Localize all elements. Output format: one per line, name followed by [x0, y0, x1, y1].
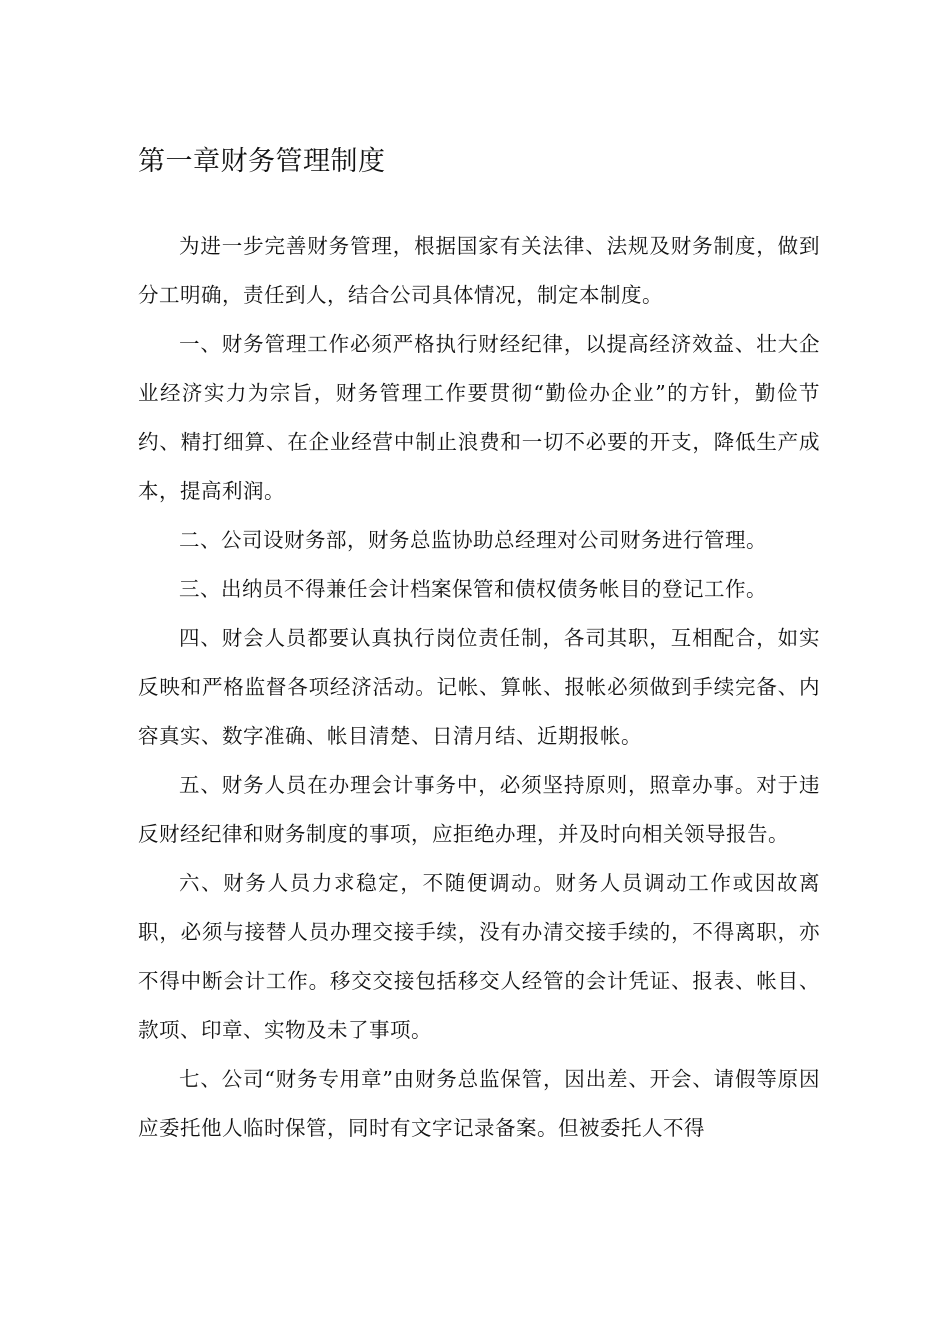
paragraph-article-1: 一、财务管理工作必须严格执行财经纪律，以提高经济效益、壮大企业经济实力为宗旨，财务管理工作要贯彻“勤俭办企业”的方针，勤俭节约、精打细算、在企业经营中制止浪费和一切不必要的开支，降低生产成本，提高利润。 — [138, 332, 820, 503]
paragraph-article-4: 四、财会人员都要认真执行岗位责任制，各司其职，互相配合，如实反映和严格监督各项经济活动。记帐、算帐、报帐必须做到手续完备、内容真实、数字准确、帐目清楚、日清月结、近期报帐。 — [138, 626, 820, 748]
chapter-title: 第一章财务管理制度 — [138, 146, 386, 177]
paragraph-article-2: 二、公司设财务部，财务总监协助总经理对公司财务进行管理。 — [179, 528, 767, 552]
paragraph-article-6: 六、财务人员力求稳定，不随便调动。财务人员调动工作或因故离职，必须与接替人员办理交接手续，没有办清交接手续的，不得离职，亦不得中断会计工作。移交交接包括移交人经管的会计凭证、报表、帐目、款项、印章、实物及未了事项。 — [138, 871, 820, 1042]
paragraph-article-3: 三、出纳员不得兼任会计档案保管和债权债务帐目的登记工作。 — [179, 577, 767, 601]
document-body — [138, 222, 820, 1153]
paragraph-intro: 为进一步完善财务管理，根据国家有关法律、法规及财务制度，做到分工明确，责任到人，结合公司具体情况，制定本制度。 — [138, 234, 820, 307]
paragraph-article-7: 七、公司“财务专用章”由财务总监保管，因出差、开会、请假等原因应委托他人临时保管，同时有文字记录备案。但被委托人不得 — [138, 1067, 820, 1140]
paragraph-article-5: 五、财务人员在办理会计事务中，必须坚持原则，照章办事。对于违反财经纪律和财务制度的事项，应拒绝办理，并及时向相关领导报告。 — [138, 773, 820, 846]
